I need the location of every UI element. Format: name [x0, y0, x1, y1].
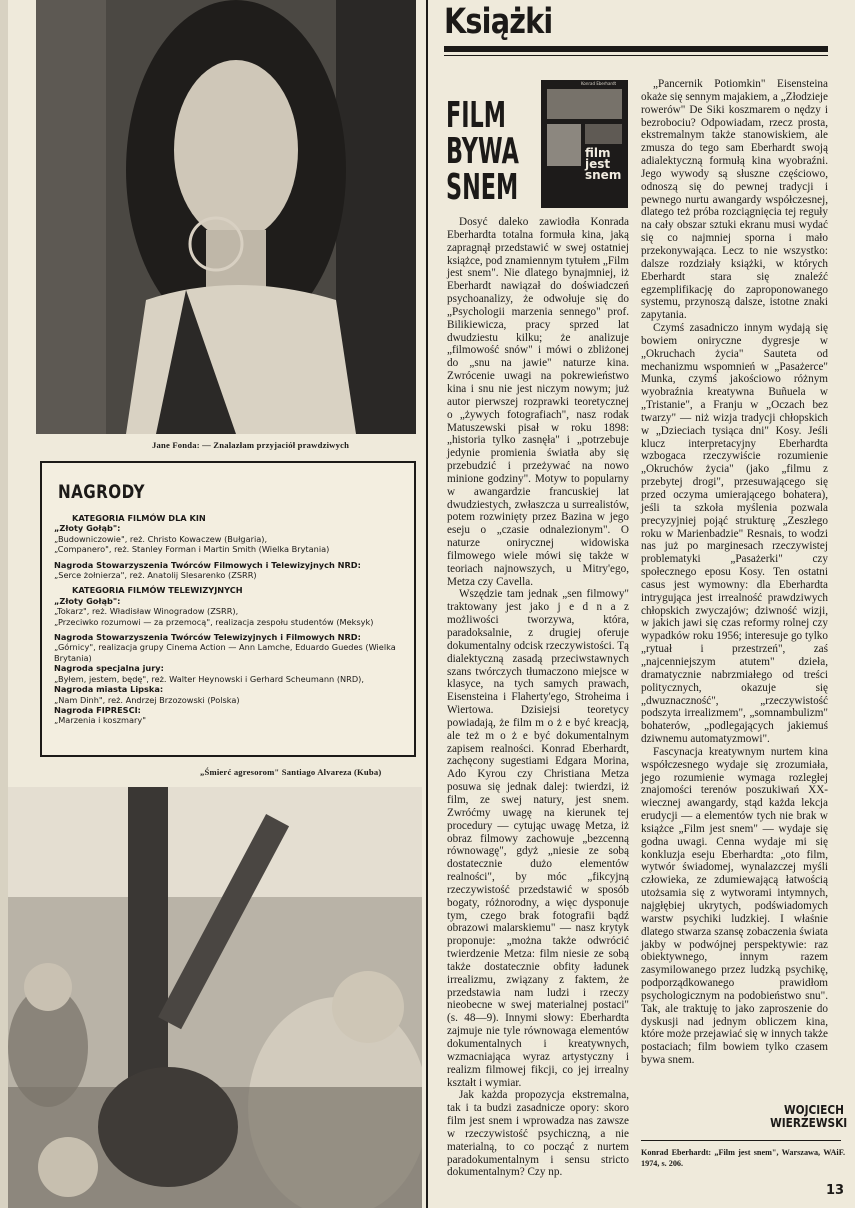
awards-line: Nagroda Stowarzyszenia Twórców Filmowych i Telewizyjnych NRD:: [54, 559, 361, 570]
awards-line: „Górnicy", realizacja grupy Cinema Action — Ann Lamche, Eduardo Guedes (Wielka Brytania): [54, 642, 396, 663]
awards-line: „Złoty Gołąb":: [54, 595, 121, 606]
photo-jane-fonda: [36, 0, 416, 434]
article-paragraph: Czymś zasadniczo innym wydają się bowiem oniryczne dygresje w „Okruchach życia" Sauteta od mechanizmu wspomnień w „Pasażerce" Munka, czymś jakościowo różnym wyobraźnia kreatywna Buñuela w „Tristanie", a Franju w „Oczach bez twarzy" — niż wizja tradycji chłopskich w „Dzieciach tysiąca dni" Kosy. Jeśli klucz interpretacyjny Eberhardta wzbogaca rzeczywiście rozumienie „Okruchów życia" (jako „filmu z przebytej drogi", przesuwającego się przed oczyma umierającego bohatera), jeśli ta szkoła myślenia pozwala precyzyjniej pojąć strukturę „Zeszłego roku w Marienbadzie" Resnais, to wodzi nas już po marginesach rzeczywistej problematyki „Pasażerki" czy społecznego eposu Kosy. Ten ostatni casus jest wymowny: dla Eberhardta intrygująca jest irrealność prawdziwych chłopskich zwyczajów; dziwność wizji, w jakich jawi się czas reformy rolnej czy wypadków roku 1956; interesuje go tylko „rytuał i przestrzeń", zaś „najcenniejszym atutem" dzieła, dramatycznie nabrzmiałego od treści politycznych, okazuje się „dwuznaczność", „rzeczywistość podszyta irrealizmem", „somnambulizm" bohaterów, „podlegających jakiemuś dziwnemu automatyzmowi".: [641, 322, 828, 746]
bibliography-note: Konrad Eberhardt: „Film jest snem", Warszawa, WAiF. 1974, s. 206.: [641, 1148, 845, 1168]
photo-crowd: [8, 787, 422, 1208]
article-paragraph: Wszędzie tam jednak „sen filmowy" traktowany jest jako j e d n a z możliwości tworzywa, która, paradoksalnie, z drugiej oferuje dokumentalny odcisk rzeczywistości. Tą dialektyczną zasadą przeciwstawnych szans twórczych tłumaczono miejsce w klasyce, na tych samych prawach, Eisensteina i Flaherty'ego, Stroheima i Wiertowa. Dzisiejsi teoretycy powiadają, że film m o ż e być kreacją, ale też m o ż e być dokumentalnym zapisem realności. Konrad Eberhardt, zachęcony sugestiami Edgara Morina, Ado Kyrou czy Christiana Metza posuwa się jednak dalej: twierdzi, iż film, ze swej natury, jest snem. Zwróćmy uwagę na kierunek tej procedury — cytując uwagę Metza, iż obraz filmowy zachowuje „bezcenną równowagę", gdyż „niesie ze sobą dostatecznie dużo elementów realności", by móc „fikcyjną rzeczywistość przedstawić w sposób bogaty, różnorodny, a więc dysponuje tym, czego brak fotografii bądź obrazowi malarskiemu" — nasz krytyk proponuje: „można także odwrócić twierdzenie Metza: film niesie ze sobą także dostatecznie obfity ładunek irrealizmu, związany z faktem, że przedstawia nam ludzi i rzeczy nieobecne w swej materialnej postaci" (s. 48—9). Innymi słowy: Eberhardta zajmuje nie tyle równowaga elementów dokumentalnych i kreatywnych, wzmacniająca wyraz artystyczny i realizm filmowej fikcji, co jej irrealny kształt i wymiar.: [447, 588, 629, 1089]
article-paragraph: Dosyć daleko zawiodła Konrada Eberhardta totalna formuła kina, jaką zapragnął przedstawić w swej ostatniej książce, pod znamiennym tytułem „Film jest snem". Nie dlatego bynajmniej, iż Eberhardt nawiązał do doświadczeń psychoanalizy, że odwołuje się do „Psychologii marzenia sennego" prof. Bilikiewicza, pracy sprzed lat dwudziestu kilku; że analizuje „filmowość snów" i mówi o zbliżonej do „snu na jawie" naturze kina. Zwrócenie uwagi na pokrewieństwo kina i snu nie jest niczym nowym; już autor pierwszej rozprawki teoretycznej o „żywych fotografiach", nasz rodak Matuszewski pisał w roku 1898: „historia tylko zasnęła" i „potrzebuje jedynie promienia światła aby się przebudzić i przeżywać na nowo minione godziny". Motyw to popularny w awangardzie francuskiej lat dwudziestych, zwłaszcza u surrealistów, potem rozwinięty przez Bazina w jego eseju o „czasie odnalezionym". O naturze onirycznej widowiska filmowego wiele mówi się także w teoriach najnowszych, u Mitry'ego, Metza czy Cavella.: [447, 216, 629, 588]
awards-line: KATEGORIA FILMÓW DLA KIN: [72, 513, 206, 523]
author-line: WIERZEWSKI: [770, 1116, 848, 1130]
book-cover-image: [547, 124, 581, 166]
book-cover-image: [585, 124, 622, 144]
awards-line: Nagroda Stowarzyszenia Twórców Telewizyjnych i Filmowych NRD:: [54, 632, 361, 643]
awards-title: NAGRODY: [58, 481, 145, 503]
portrait-illustration: [36, 0, 416, 434]
photo-caption-jane-fonda: Jane Fonda: — Znalazłam przyjaciół prawdziwych: [152, 440, 350, 450]
book-cover: [541, 80, 628, 208]
article-title-line: SNEM: [446, 167, 519, 208]
book-cover-title: film jest snem: [585, 146, 622, 182]
article-column-1: [447, 216, 629, 1179]
article-title-line: BYWA: [446, 131, 519, 172]
awards-line: Nagroda FIPRESCI:: [54, 704, 141, 715]
article-column-2: [641, 78, 828, 1067]
crowd-illustration: [8, 787, 422, 1208]
book-cover-image: [547, 89, 622, 119]
awards-line: „Serce żołnierza", reż. Anatolij Slesarenko (ZSRR): [54, 570, 257, 581]
awards-line: KATEGORIA FILMÓW TELEWIZYJNYCH: [72, 585, 243, 596]
column-divider: [426, 0, 428, 1208]
article-title-line: FILM: [446, 95, 506, 136]
awards-line: „Przeciwko rozumowi — za przemocą", realizacja zespołu studentów (Meksyk): [54, 616, 374, 627]
awards-line: „Marzenia i koszmary": [54, 715, 146, 726]
article-paragraph: Fascynacja kreatywnym nurtem kina współczesnego wydaje się zrozumiała, jego rozumienie wymaga rozległej znajomości terenów poszukiwań XX-wiecznej awangardy, stąd każda lekcja erudycji — a elementów tych nie brak w książce „Film jest snem" — wydaje się godna uwagi. Cenna wydaje mi się konkluzja eseju Eberhardta: „oto film, wytwór świadomej, wynalazczej myśli człowieka, ze zdumiewającą łatwością utożsamia się z wytworami intymnych, najgłębiej ukrytych, podświadomych warstw psychiki ludzkiej. I właśnie dlatego stwarza szansę zobaczenia świata jakby w podwójnej perspektywie: raz obiektywnego, innym razem zasymilowanego przez ludzką psychikę, podporządkowanego prawidłom psychologicznym na podobieństwo snu". Tak, ale traktuję to jako zaproszenie do dyskusji nad jednym obliczem kina, które może przejawiać się w innych także postaciach; film bowiem tylko czasem bywa snem.: [641, 745, 828, 1067]
book-cover-author: Konrad Eberhardt: [581, 81, 617, 86]
awards-line: Nagroda miasta Lipska:: [54, 684, 164, 695]
awards-box: [40, 461, 416, 757]
article-title: [446, 95, 519, 208]
article-paragraph: „Pancernik Potiomkin" Eisensteina okaże się sennym majakiem, a „Złodzieje rowerów" De Siki koszmarem o nędzy i bezrobociu? Odpowiadam, rzecz prosta, ekstremalnym także stanowiskiem, ale zmusza do tego sam Eberhardt swoją adialektyczną formułą kina wyobraźni. Jego wywody są słuszne częściowo, odnoszą się do pewnej tradycji i pewnego nurtu awangardy współczesnej, dlatego też próba rozciągnięcia tej reguły na cały obszar sztuki ekranu musi wydać się co najmniej sporna i mało przekonywająca. Lecz to nie wszystko: dalsze rozdziały książki, w których Eberhardt stara się znaleźć egzemplifikację do zaproponowanego systemu, przynoszą dalsze, istotne znaki zapytania.: [641, 78, 828, 322]
section-rule-thin: [444, 55, 828, 56]
awards-line: „Budowniczowie", reż. Christo Kowaczew (Bułgaria),: [54, 533, 268, 544]
page-edge: [0, 0, 8, 1208]
awards-line: „Tokarz", reż. Władisław Winogradow (ZSRR),: [54, 606, 239, 617]
awards-line: „Byłem, jestem, będę", reż. Walter Heynowski i Gerhard Scheumann (NRD),: [54, 673, 364, 684]
awards-line: „Companero", reż. Stanley Forman i Martin Smith (Wielka Brytania): [54, 544, 330, 555]
awards-line: Nagroda specjalna jury:: [54, 663, 164, 674]
bibliography-rule: [641, 1140, 841, 1141]
section-title: Książki: [444, 2, 553, 42]
author-line: WOJCIECH: [783, 1103, 844, 1117]
awards-line: „Złoty Gołąb":: [54, 523, 121, 534]
article-paragraph: Jak każda propozycja ekstremalna, tak i ta budzi zasadnicze opory: skoro film jest snem i wprowadza nas zawsze w rzeczywistość psychiczną, a nie materialną, to co począć z nurtem paradokumentalnym i sensu stricto dokumentalnym? Czy np.: [447, 1089, 629, 1179]
awards-line: „Nam Dinh", reż. Andrzej Brzozowski (Polska): [54, 694, 240, 705]
article-author: [770, 1103, 848, 1130]
photo-caption-agresorom: „Śmierć agresorom" Santiago Alvareza (Kuba): [200, 767, 382, 777]
awards-list: [54, 513, 404, 726]
page-number: 13: [826, 1183, 845, 1198]
section-rule: [444, 46, 828, 52]
